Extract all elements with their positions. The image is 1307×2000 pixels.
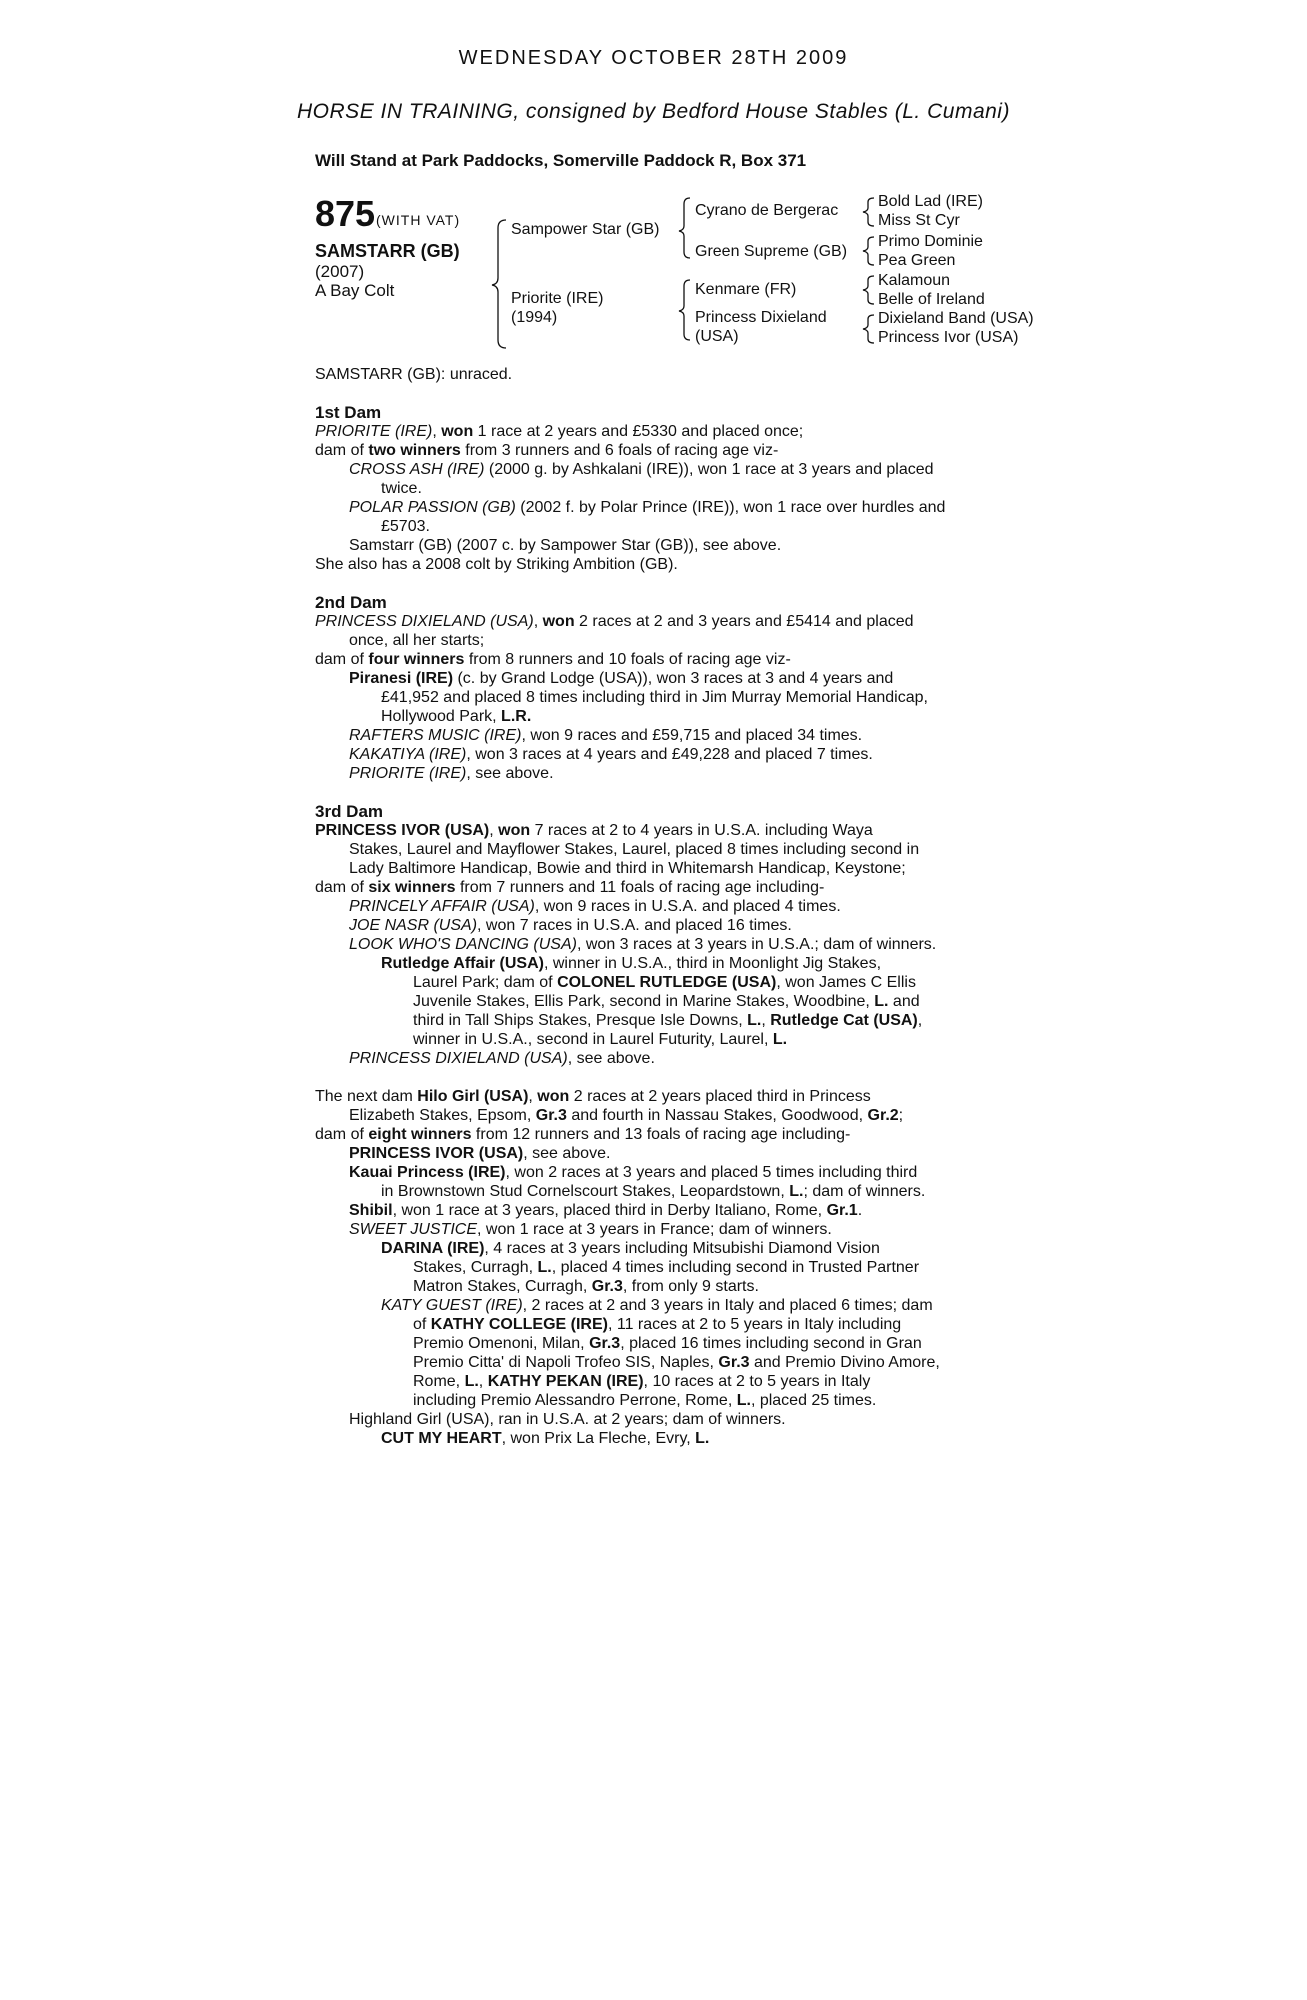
horse-description: A Bay Colt <box>315 281 395 300</box>
pedigree-g3-1: Bold Lad (IRE) <box>878 193 983 210</box>
record-line: PRINCESS DIXIELAND (USA), see above. <box>349 1050 655 1067</box>
pedigree-dam: Priorite (IRE) <box>511 290 604 307</box>
record-line: of KATHY COLLEGE (IRE), 11 races at 2 to 5 years in Italy including <box>413 1316 902 1333</box>
pedigree-g3-3: Primo Dominie <box>878 233 983 250</box>
record-line: Shibil, won 1 race at 3 years, placed third in Derby Italiano, Rome, Gr.1. <box>349 1202 863 1219</box>
record-line: PRINCESS IVOR (USA), see above. <box>349 1145 611 1162</box>
record-line: Matron Stakes, Curragh, Gr.3, from only 9 starts. <box>413 1278 759 1295</box>
record-line: POLAR PASSION (GB) (2002 f. by Polar Prince (IRE)), won 1 race over hurdles and <box>349 499 946 516</box>
pedigree-g3-8: Princess Ivor (USA) <box>878 329 1019 346</box>
record-line: Hollywood Park, L.R. <box>381 708 532 725</box>
consignment-line: HORSE IN TRAINING, consigned by Bedford House Stables (L. Cumani) <box>297 100 1010 123</box>
record-line: PRINCESS DIXIELAND (USA), won 2 races at 2 and 3 years and £5414 and placed <box>315 613 914 630</box>
record-line: PRIORITE (IRE), won 1 race at 2 years and £5330 and placed once; <box>315 423 804 440</box>
pedigree-sire-sire: Cyrano de Bergerac <box>695 202 839 219</box>
record-line: Lady Baltimore Handicap, Bowie and third in Whitemarsh Handicap, Keystone; <box>349 860 906 877</box>
pedigree-g3-5: Kalamoun <box>878 272 951 289</box>
record-line: KAKATIYA (IRE), won 3 races at 4 years and £49,228 and placed 7 times. <box>349 746 873 763</box>
record-line: dam of eight winners from 12 runners and 13 foals of racing age including- <box>315 1126 851 1143</box>
horse-name: SAMSTARR (GB) <box>315 241 460 261</box>
record-line: Laurel Park; dam of COLONEL RUTLEDGE (USA), won James C Ellis <box>413 974 916 991</box>
record-line: once, all her starts; <box>349 632 485 649</box>
pedigree-g3-2: Miss St Cyr <box>878 212 960 229</box>
record-line: twice. <box>381 480 422 497</box>
record-line: LOOK WHO'S DANCING (USA), won 3 races at 3 years in U.S.A.; dam of winners. <box>349 936 937 953</box>
record-line: RAFTERS MUSIC (IRE), won 9 races and £59,715 and placed 34 times. <box>349 727 863 744</box>
sale-date: WEDNESDAY OCTOBER 28TH 2009 <box>458 47 849 69</box>
record-line: Juvenile Stakes, Ellis Park, second in Marine Stakes, Woodbine, L. and <box>413 993 920 1010</box>
record-line: Stakes, Curragh, L., placed 4 times including second in Trusted Partner <box>413 1259 920 1276</box>
record-line: Highland Girl (USA), ran in U.S.A. at 2 years; dam of winners. <box>349 1411 786 1428</box>
record-line: dam of six winners from 7 runners and 11 foals of racing age including- <box>315 879 825 896</box>
race-record <box>315 365 1015 1448</box>
pedigree-g3-4: Pea Green <box>878 252 956 269</box>
record-line: JOE NASR (USA), won 7 races in U.S.A. and placed 16 times. <box>349 917 792 934</box>
record-line: dam of four winners from 8 runners and 10 foals of racing age viz- <box>315 651 791 668</box>
third-dam-heading: 3rd Dam <box>315 802 384 821</box>
record-line: Rutledge Affair (USA), winner in U.S.A., third in Moonlight Jig Stakes, <box>381 955 882 972</box>
pedigree-sire: Sampower Star (GB) <box>511 221 660 238</box>
record-line: third in Tall Ships Stakes, Presque Isle Downs, L., Rutledge Cat (USA), <box>413 1012 923 1029</box>
record-line: KATY GUEST (IRE), 2 races at 2 and 3 years in Italy and placed 6 times; dam <box>381 1297 933 1314</box>
pedigree-dam-sire: Kenmare (FR) <box>695 281 797 298</box>
unraced-note: SAMSTARR (GB): unraced. <box>315 366 513 383</box>
record-line: Stakes, Laurel and Mayflower Stakes, Laurel, placed 8 times including second in <box>349 841 920 858</box>
record-line: £5703. <box>381 518 430 535</box>
horse-year: (2007) <box>315 262 365 281</box>
record-line: Kauai Princess (IRE), won 2 races at 3 years and placed 5 times including third <box>349 1164 918 1181</box>
record-line: £41,952 and placed 8 times including third in Jim Murray Memorial Handicap, <box>381 689 928 706</box>
pedigree-dam-year: (1994) <box>511 309 558 326</box>
record-line: Elizabeth Stakes, Epsom, Gr.3 and fourth in Nassau Stakes, Goodwood, Gr.2; <box>349 1107 904 1124</box>
first-dam-heading: 1st Dam <box>315 403 382 422</box>
record-line: Samstarr (GB) (2007 c. by Sampower Star (GB)), see above. <box>349 537 782 554</box>
pedigree-sire-dam: Green Supreme (GB) <box>695 243 848 260</box>
record-line: Piranesi (IRE) (c. by Grand Lodge (USA)), won 3 races at 3 and 4 years and <box>349 670 894 687</box>
record-line: winner in U.S.A., second in Laurel Futurity, Laurel, L. <box>413 1031 788 1048</box>
vat-note: (WITH VAT) <box>376 212 461 228</box>
pedigree-dam-dam: Princess Dixieland <box>695 309 827 326</box>
record-line: including Premio Alessandro Perrone, Rome, L., placed 25 times. <box>413 1392 877 1409</box>
record-line: Rome, L., KATHY PEKAN (IRE), 10 races at 2 to 5 years in Italy <box>413 1373 871 1390</box>
pedigree-dam-dam-origin: (USA) <box>695 328 739 345</box>
record-line: Premio Omenoni, Milan, Gr.3, placed 16 times including second in Gran <box>413 1335 922 1352</box>
pedigree-g3-6: Belle of Ireland <box>878 291 985 308</box>
record-line: Premio Citta' di Napoli Trofeo SIS, Naples, Gr.3 and Premio Divino Amore, <box>413 1354 940 1371</box>
record-line: dam of two winners from 3 runners and 6 foals of racing age viz- <box>315 442 779 459</box>
record-line: SWEET JUSTICE, won 1 race at 3 years in France; dam of winners. <box>349 1221 832 1238</box>
record-line: She also has a 2008 colt by Striking Ambition (GB). <box>315 556 678 573</box>
record-line: CROSS ASH (IRE) (2000 g. by Ashkalani (IRE)), won 1 race at 3 years and placed <box>349 461 934 478</box>
pedigree-g3-7: Dixieland Band (USA) <box>878 310 1034 327</box>
record-line: The next dam Hilo Girl (USA), won 2 races at 2 years placed third in Princess <box>315 1088 871 1105</box>
lot-number: 875 <box>315 193 376 234</box>
second-dam-heading: 2nd Dam <box>315 593 387 612</box>
record-line: PRIORITE (IRE), see above. <box>349 765 554 782</box>
record-line: DARINA (IRE), 4 races at 3 years including Mitsubishi Diamond Vision <box>381 1240 880 1257</box>
record-line: in Brownstown Stud Cornelscourt Stakes, Leopardstown, L.; dam of winners. <box>381 1183 926 1200</box>
record-line: CUT MY HEART, won Prix La Fleche, Evry, L. <box>381 1430 710 1447</box>
record-line: PRINCELY AFFAIR (USA), won 9 races in U.S.A. and placed 4 times. <box>349 898 841 915</box>
record-line: PRINCESS IVOR (USA), won 7 races at 2 to 4 years in U.S.A. including Waya <box>315 822 873 839</box>
location-line: Will Stand at Park Paddocks, Somerville Paddock R, Box 371 <box>315 151 807 170</box>
